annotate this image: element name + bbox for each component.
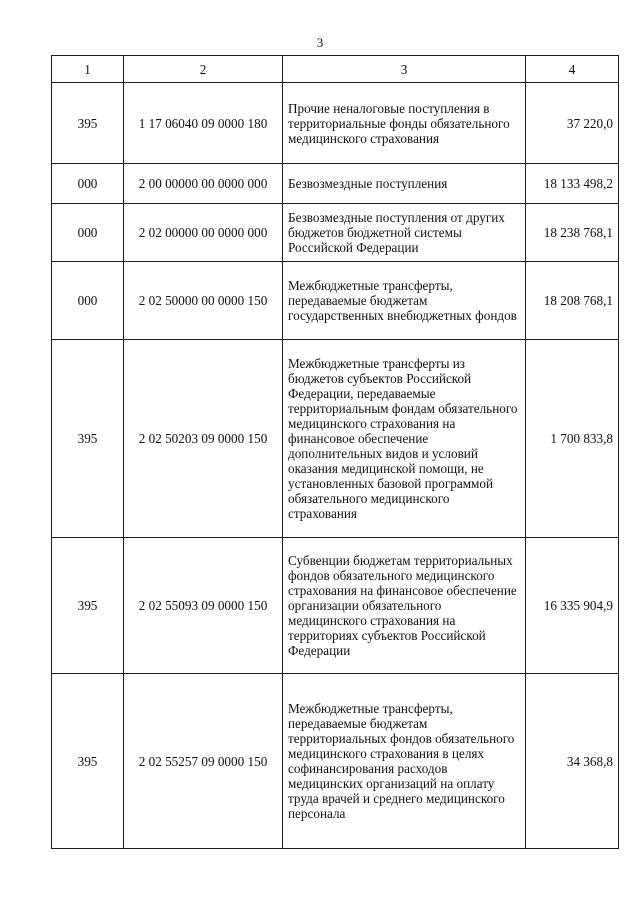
classification-code-cell: 2 00 00000 00 0000 000 — [124, 164, 283, 204]
revenue-name-cell: Межбюджетные трансферты, передаваемые бюджетам государственных внебюджетных фондов — [283, 262, 526, 340]
amount-cell: 1 700 833,8 — [526, 340, 619, 538]
revenue-name-cell: Прочие неналоговые поступления в территориальные фонды обязательного медицинского страхования — [283, 83, 526, 164]
admin-code-cell: 000 — [52, 204, 124, 262]
classification-code-cell: 1 17 06040 09 0000 180 — [124, 83, 283, 164]
table-row — [52, 83, 619, 164]
header-col-1: 1 — [52, 56, 124, 83]
admin-code-cell: 395 — [52, 538, 124, 674]
admin-code-cell: 000 — [52, 164, 124, 204]
classification-code-cell: 2 02 50203 09 0000 150 — [124, 340, 283, 538]
amount-cell: 18 208 768,1 — [526, 262, 619, 340]
amount-cell: 18 238 768,1 — [526, 204, 619, 262]
classification-code-cell: 2 02 00000 00 0000 000 — [124, 204, 283, 262]
classification-code-cell: 2 02 55093 09 0000 150 — [124, 538, 283, 674]
header-col-4: 4 — [526, 56, 619, 83]
table-header-row — [52, 56, 619, 83]
classification-code-cell: 2 02 50000 00 0000 150 — [124, 262, 283, 340]
page-number: 3 — [316, 35, 324, 50]
table-row — [52, 340, 619, 538]
admin-code-cell: 000 — [52, 262, 124, 340]
header-col-3: 3 — [283, 56, 526, 83]
admin-code-cell: 395 — [52, 340, 124, 538]
amount-cell: 18 133 498,2 — [526, 164, 619, 204]
revenue-name-cell: Межбюджетные трансферты, передаваемые бюджетам территориальных фондов обязательного медицинского страхования в целях софинансирования расходов медицинских организаций на оплату труда врачей и среднего медицинского персонала — [283, 674, 526, 849]
classification-code-cell: 2 02 55257 09 0000 150 — [124, 674, 283, 849]
revenue-name-cell: Безвозмездные поступления от других бюджетов бюджетной системы Российской Федерации — [283, 204, 526, 262]
revenue-name-cell: Межбюджетные трансферты из бюджетов субъектов Российской Федерации, передаваемые территориальным фондам обязательного медицинского страхования на финансовое обеспечение дополнительных видов и условий оказания медицинской помощи, не установленных базовой программой обязательного медицинского страхования — [283, 340, 526, 538]
revenue-name-cell: Субвенции бюджетам территориальных фондов обязательного медицинского страхования на финансовое обеспечение организации обязательного медицинского страхования на территориях субъектов Российской Федерации — [283, 538, 526, 674]
admin-code-cell: 395 — [52, 83, 124, 164]
table-row — [52, 538, 619, 674]
amount-cell: 34 368,8 — [526, 674, 619, 849]
revenue-table — [51, 55, 619, 849]
table-row — [52, 164, 619, 204]
header-col-2: 2 — [124, 56, 283, 83]
revenue-name-cell: Безвозмездные поступления — [283, 164, 526, 204]
amount-cell: 37 220,0 — [526, 83, 619, 164]
amount-cell: 16 335 904,9 — [526, 538, 619, 674]
admin-code-cell: 395 — [52, 674, 124, 849]
table-row — [52, 262, 619, 340]
table-row — [52, 674, 619, 849]
table-row — [52, 204, 619, 262]
